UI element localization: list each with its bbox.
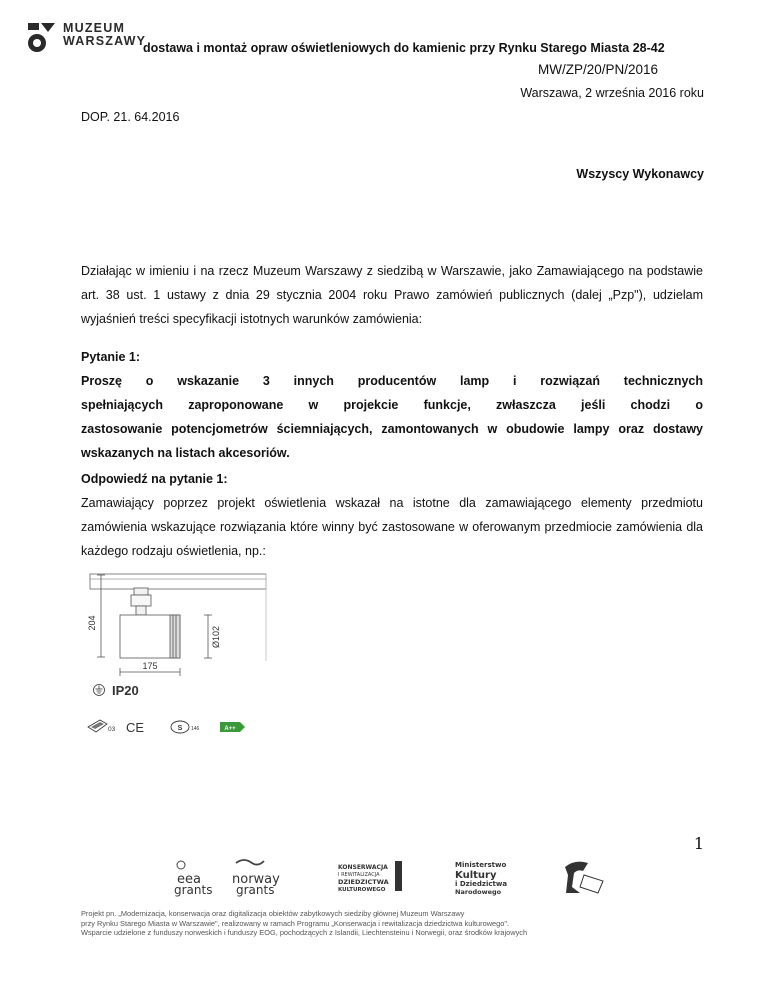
heritage-figure-logo-icon — [565, 862, 603, 893]
svg-text:norway: norway — [232, 872, 280, 887]
question-line: spełniających zaproponowane w projekcie funkcje, zwłaszcza jeśli chodzi o — [81, 398, 703, 412]
eea-grants-logo — [174, 861, 212, 897]
svg-text:DZIEDZICTWA: DZIEDZICTWA — [338, 878, 389, 886]
document-date: Warszawa, 2 września 2016 roku — [520, 86, 704, 100]
question-heading: Pytanie 1: — [81, 350, 141, 364]
footer-sponsor-logos — [0, 853, 768, 898]
document-header-title: dostawa i montaż opraw oświetleniowych do kamienic przy Rynku Starego Miasta 28-42 — [143, 41, 665, 55]
ministry-of-culture-logo — [455, 861, 507, 896]
question-line: wskazanych na listach akcesoriów. — [81, 446, 290, 460]
svg-text:Narodowego: Narodowego — [455, 888, 502, 896]
norway-grants-logo — [232, 860, 280, 897]
footer-line: Wsparcie udzielone z funduszy norweskich i funduszy EOG, pochodzących z Islandii, Liechtensteinu i Norwegii, oraz środków krajowych — [81, 928, 528, 938]
footer-line: przy Rynku Starego Miasta w Warszawie", realizowany w ramach Programu „Konserwacja i rewitalizacja dziedzictwa kulturowego". — [81, 918, 510, 928]
intro-paragraph: Działając w imieniu i na rzecz Muzeum Warszawy z siedzibą w Warszawie, jako Zamawiającego na podstawie art. 38 ust. 1 ustawy z dnia 29 stycznia 2004 roku Prawo zamówień publicznych (dalej „Pzp"), udzielam wyjaśnień treści specyfikacji istotnych warunków zamówienia: — [81, 264, 703, 326]
svg-text:KONSERWACJA: KONSERWACJA — [338, 864, 388, 871]
svg-text:Kultury: Kultury — [455, 870, 497, 881]
ce-mark: CE — [126, 720, 145, 735]
answer-heading: Odpowiedź na pytanie 1: — [81, 472, 228, 486]
museum-logo-icon — [26, 20, 58, 54]
svg-text:i Dziedzictwa: i Dziedzictwa — [455, 880, 508, 888]
recipients: Wszyscy Wykonawcy — [576, 167, 704, 181]
document-number: DOP. 21. 64.2016 — [81, 110, 180, 124]
question-text — [81, 369, 703, 465]
svg-text:Ministerstwo: Ministerstwo — [455, 861, 507, 869]
energy-class-label: A++ — [224, 726, 236, 732]
reference-number: MW/ZP/20/PN/2016 — [537, 62, 658, 77]
svg-text:grants: grants — [174, 883, 213, 897]
page-number: 1 — [693, 834, 704, 853]
footer-line: Projekt pn. „Modernizacja, konserwacja oraz digitalizacja obiektów zabytkowych siedziby głównej Muzeum Warszawy — [81, 909, 465, 918]
question-line: zastosowanie potencjometrów ściemniających, zamontowanych w obudowie lampy oraz dostawy — [81, 422, 703, 436]
earth-ground-icon — [94, 685, 105, 696]
svg-text:KULTUROWEGO: KULTUROWEGO — [338, 887, 386, 893]
answer-text: Zamawiający poprzez projekt oświetlenia wskazał na istotne dla zamawiającego elementy przedmiotu zamówienia wskazujące rozwiązania które winny być zastosowane w oferowanym przedmiocie zamówienia dla każdego rodzaju oświetlenia, np.: — [81, 496, 703, 558]
museum-logo-text: MUZEUM WARSZAWY — [63, 21, 147, 48]
svg-text:grants: grants — [236, 883, 275, 897]
ip-rating-label: IP20 — [112, 683, 139, 698]
konserwacja-logo — [338, 861, 402, 893]
certification-03-label: 03 — [108, 726, 116, 733]
lamp-technical-drawing — [80, 571, 268, 743]
height-dimension-label: 204 — [87, 615, 97, 631]
safety-mark-number: 146 — [191, 726, 200, 732]
svg-text:I REWITALIZACJA: I REWITALIZACJA — [338, 872, 380, 878]
width-dimension-label: 175 — [142, 661, 158, 671]
safety-mark-label: S — [177, 725, 183, 732]
diameter-dimension-label: Ø102 — [211, 625, 221, 649]
question-line: Proszę o wskazanie 3 innych producentów lamp i rozwiązań technicznych — [81, 374, 703, 388]
svg-text:eea: eea — [177, 872, 201, 887]
certification-03-icon — [88, 720, 107, 732]
footer-funding-note — [81, 909, 701, 938]
